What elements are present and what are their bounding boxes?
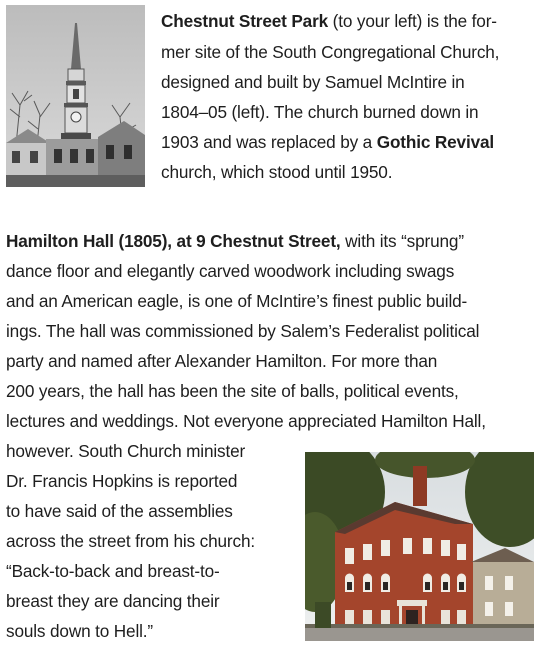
- chestnut-line-2: mer site of the South Congregational Church,: [161, 42, 500, 62]
- chestnut-line-6: church, which stood until 1950.: [161, 162, 393, 182]
- hamilton-line-9: Dr. Francis Hopkins is reported: [6, 471, 238, 491]
- hamilton-line-3: and an American eagle, is one of McIntire’s finest public build-: [6, 291, 468, 311]
- chestnut-line-4: 1804–05 (left). The church burned down in: [161, 102, 479, 122]
- chestnut-line-5: 1903 and was replaced by a Gothic Revival: [161, 132, 495, 152]
- gothic-revival-term: Gothic Revival: [376, 132, 495, 152]
- hamilton-hall-photo: [305, 452, 534, 641]
- hamilton-line-12: “Back-to-back and breast-to-: [6, 561, 220, 581]
- hamilton-line-14: souls down to Hell.”: [6, 621, 153, 641]
- hamilton-hall-heading: Hamilton Hall (1805), at 9 Chestnut Street,: [6, 231, 341, 251]
- hamilton-line-2: dance floor and elegantly carved woodwork including swags: [6, 261, 455, 281]
- chestnut-line-1: Chestnut Street Park (to your left) is the for-: [161, 11, 497, 31]
- church-steeple-photo: [6, 5, 145, 187]
- hamilton-line-1: Hamilton Hall (1805), at 9 Chestnut Street, with its “sprung”: [6, 231, 464, 251]
- hamilton-line-11: across the street from his church:: [6, 531, 255, 551]
- hamilton-line-5: party and named after Alexander Hamilton. For more than: [6, 351, 438, 371]
- chestnut-street-park-heading: Chestnut Street Park: [161, 11, 329, 31]
- hamilton-line-4: ings. The hall was commissioned by Salem’s Federalist political: [6, 321, 480, 341]
- hamilton-line-8: however. South Church minister: [6, 441, 246, 461]
- hamilton-line-7: lectures and weddings. Not everyone appreciated Hamilton Hall,: [6, 411, 486, 431]
- hamilton-line-10: to have said of the assemblies: [6, 501, 233, 521]
- chestnut-line-3: designed and built by Samuel McIntire in: [161, 72, 465, 92]
- hamilton-line-6: 200 years, the hall has been the site of balls, political events,: [6, 381, 459, 401]
- hamilton-line-13: breast they are dancing their: [6, 591, 220, 611]
